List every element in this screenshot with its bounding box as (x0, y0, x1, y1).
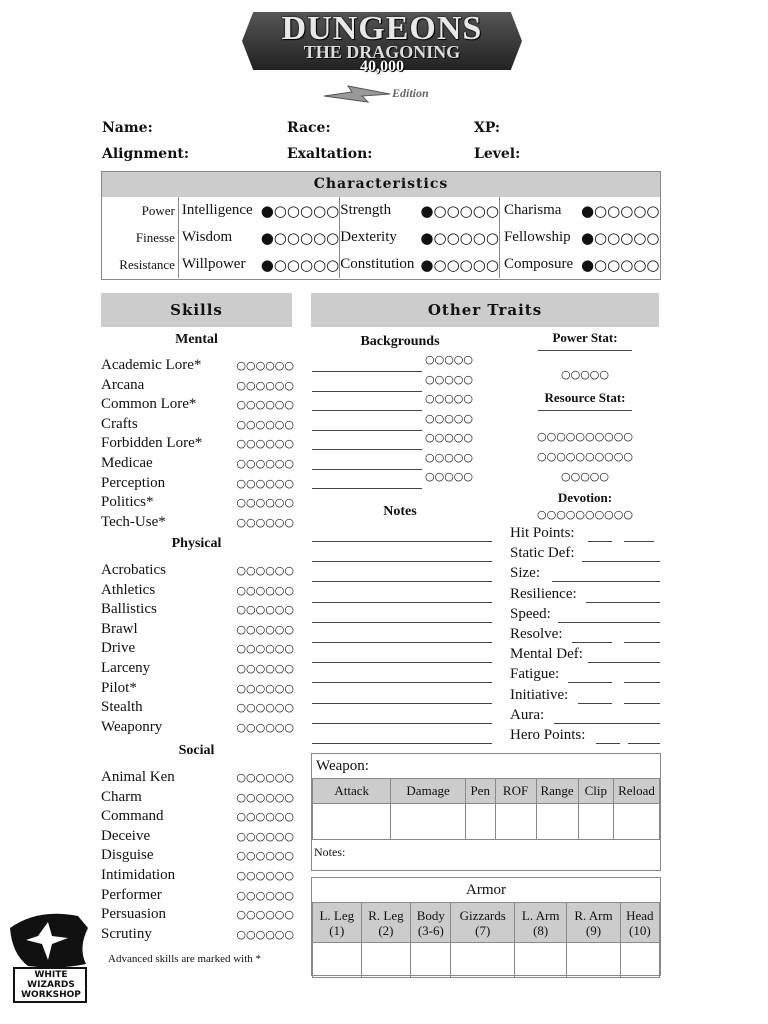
skill-dots[interactable]: ○○○○○○ (236, 908, 294, 922)
skill-dots[interactable]: ○○○○○○ (236, 701, 294, 715)
note-line[interactable] (312, 622, 492, 623)
armor-location: Body (416, 907, 445, 923)
background-row (312, 373, 494, 392)
char-row-label: Power (102, 197, 178, 224)
armor-column-header (313, 903, 362, 943)
armor-table (312, 902, 660, 978)
skill-name: Larceny (101, 660, 151, 676)
armor-cell[interactable] (514, 943, 566, 978)
skill-name: Drive (101, 640, 136, 657)
stat-row (510, 586, 660, 606)
background-row (312, 451, 494, 470)
devotion-label: Devotion: (557, 490, 613, 505)
char-dots[interactable]: ●○○○○○ (420, 251, 499, 278)
stat-label: Fatigue: (510, 666, 560, 683)
skill-dots[interactable]: ○○○○○○ (236, 849, 294, 863)
armor-roll: (1) (329, 922, 345, 938)
note-line[interactable] (312, 541, 492, 542)
weapon-column-header: Pen (465, 779, 495, 804)
skill-row (101, 514, 294, 534)
stat-row (510, 727, 660, 747)
notes-label: Notes (383, 504, 417, 519)
weapon-cell[interactable] (391, 804, 465, 840)
resource-dots-row[interactable]: ○○○○○○○○○○ (537, 430, 633, 443)
skill-row (101, 416, 294, 436)
stat-fill-line[interactable] (596, 743, 620, 744)
skill-name: Crafts (101, 415, 138, 432)
char-dots[interactable]: ●○○○○○ (261, 224, 340, 251)
stat-row (510, 525, 660, 545)
skill-row (101, 601, 294, 621)
skill-row (101, 769, 294, 789)
skill-dots[interactable]: ○○○○○○ (236, 790, 294, 804)
power-stat-line[interactable] (538, 350, 632, 351)
skill-row (101, 847, 294, 867)
armor-cell[interactable] (451, 943, 515, 978)
skill-name: Deceive (101, 827, 151, 844)
weapon-column-header: Attack (313, 779, 391, 804)
note-line[interactable] (312, 642, 492, 643)
stat-fill-line[interactable] (624, 541, 654, 542)
note-line[interactable] (312, 602, 492, 603)
skill-dots[interactable]: ○○○○○○ (236, 359, 294, 372)
resource-stat-label: Resource Stat: (544, 390, 626, 405)
stat-label: Resilience: (510, 585, 577, 602)
devotion-dots[interactable]: ○○○○○○○○○○ (537, 508, 633, 521)
armor-column-header (514, 903, 566, 943)
skill-name: Intimidation (101, 867, 176, 883)
armor-location: R. Arm (574, 907, 613, 923)
skill-row (101, 887, 294, 907)
armor-cell[interactable] (361, 943, 411, 978)
weapon-notes-label: Notes: (314, 845, 346, 859)
stat-row (510, 626, 660, 646)
skill-row (101, 435, 294, 455)
skill-dots[interactable]: ○○○○○○ (236, 829, 294, 843)
skill-row (101, 357, 294, 377)
weapon-column-header: Reload (613, 779, 659, 804)
skill-dots[interactable]: ○○○○○○ (236, 398, 294, 412)
note-line[interactable] (312, 723, 492, 724)
background-dots[interactable]: ○○○○○ (425, 411, 473, 425)
skill-dots[interactable]: ○○○○○○ (236, 642, 294, 656)
exaltation-label: Exaltation: (287, 146, 373, 162)
background-dots[interactable]: ○○○○○ (425, 392, 473, 405)
stat-label: Hit Points: (510, 525, 575, 541)
skill-name: Command (101, 808, 164, 825)
stat-label: Size: (510, 565, 540, 582)
weapon-table (312, 778, 660, 840)
social-label: Social (178, 743, 215, 758)
skill-dots[interactable]: ○○○○○○ (236, 583, 294, 597)
armor-location: L. Arm (521, 907, 560, 923)
power-stat-dots[interactable]: ○○○○○ (561, 368, 609, 381)
stat-fill-line[interactable] (582, 561, 660, 562)
skill-name: Acrobatics (101, 562, 166, 578)
background-row (312, 431, 494, 450)
characteristics-table (102, 197, 660, 278)
armor-column-header (361, 903, 411, 943)
weapon-cell[interactable] (465, 804, 495, 840)
weapon-box (311, 753, 661, 871)
skill-row (101, 828, 294, 848)
char-dots[interactable]: ●○○○○○ (420, 224, 499, 251)
char-name: Charisma (503, 202, 562, 218)
stat-fill-line[interactable] (552, 581, 660, 582)
skill-name: Medicae (101, 455, 153, 471)
armor-column-header (411, 903, 451, 943)
stat-label: Aura: (510, 706, 545, 723)
stat-label: Hero Points: (510, 727, 586, 743)
game-logo (242, 6, 522, 106)
logo-subtitle: THE DRAGONING (303, 42, 461, 62)
skill-row (101, 640, 294, 660)
armor-title: Armor (466, 882, 506, 898)
armor-location: R. Leg (368, 907, 404, 923)
skill-row (101, 808, 294, 828)
stat-fill-line[interactable] (572, 642, 612, 643)
char-dots[interactable]: ●○○○○○ (580, 228, 660, 247)
armor-roll: (3-6) (417, 922, 444, 938)
race-label: Race: (287, 120, 331, 136)
char-row-power (102, 197, 660, 224)
note-line[interactable] (312, 662, 492, 663)
stat-fill-line[interactable] (588, 662, 660, 663)
skill-dots[interactable]: ○○○○○○ (236, 437, 294, 451)
stat-fill-line[interactable] (578, 703, 612, 704)
char-row-resistance (102, 251, 660, 278)
stat-row (510, 606, 660, 626)
skill-dots[interactable]: ○○○○○○ (236, 417, 294, 431)
weapon-cell[interactable] (495, 804, 536, 840)
stat-row (510, 687, 660, 707)
weapon-cell[interactable] (313, 804, 391, 840)
resource-dots-row[interactable]: ○○○○○○○○○○ (537, 450, 633, 463)
stat-row (510, 707, 660, 727)
skill-row (101, 719, 294, 739)
note-line[interactable] (312, 743, 492, 744)
skills-title: Skills (101, 293, 292, 327)
skill-dots[interactable]: ○○○○○○ (236, 662, 294, 675)
char-name: Strength (340, 202, 392, 218)
char-dots[interactable]: ●○○○○○ (261, 251, 340, 278)
background-line[interactable] (312, 488, 422, 489)
char-name: Wisdom (181, 229, 233, 245)
armor-roll: (10) (628, 922, 651, 938)
char-name: Dexterity (340, 229, 397, 245)
armor-roll: (2) (378, 922, 394, 938)
char-row-label: Finesse (102, 224, 178, 251)
weapon-cell[interactable] (613, 804, 659, 840)
note-line[interactable] (312, 703, 492, 704)
skill-dots[interactable]: ○○○○○○ (236, 603, 294, 617)
armor-roll: (7) (475, 922, 491, 938)
skill-name: Tech-Use* (101, 513, 166, 530)
armor-column-header (620, 903, 659, 943)
char-name: Willpower (181, 256, 246, 272)
skill-row (101, 396, 294, 416)
stat-row (510, 545, 660, 565)
stat-fill-line[interactable] (568, 682, 612, 683)
skill-dots[interactable]: ○○○○○○ (236, 564, 294, 577)
background-dots[interactable]: ○○○○○ (425, 372, 473, 386)
publisher-logo-text: WHITE WIZARDS WORKSHOP (21, 970, 81, 1000)
char-dots[interactable]: ●○○○○○ (261, 197, 340, 224)
stat-label: Speed: (510, 605, 551, 622)
logo-edition: Edition (392, 86, 429, 100)
stat-row (510, 646, 660, 666)
skill-name: Stealth (101, 699, 143, 716)
char-dots[interactable]: ●○○○○○ (580, 201, 660, 220)
skill-row (101, 867, 294, 887)
skill-dots[interactable]: ○○○○○○ (236, 927, 294, 941)
stat-label: Static Def: (510, 545, 575, 562)
stat-fill-line[interactable] (624, 682, 660, 683)
skill-name: Weaponry (101, 718, 163, 735)
stat-fill-line[interactable] (624, 703, 660, 704)
publisher-logo (8, 908, 90, 1004)
stat-fill-line[interactable] (588, 541, 612, 542)
background-dots[interactable]: ○○○○○ (425, 450, 473, 464)
note-line[interactable] (312, 561, 492, 562)
char-name: Composure (503, 256, 574, 272)
char-row-label: Resistance (102, 251, 178, 278)
skill-row (101, 582, 294, 602)
skill-row (101, 789, 294, 809)
stat-label: Initiative: (510, 686, 569, 703)
skill-name: Forbidden Lore* (101, 435, 203, 452)
skill-row (101, 475, 294, 495)
resource-stat-line[interactable] (538, 410, 632, 411)
xp-label: XP: (474, 120, 501, 136)
armor-box (311, 877, 661, 976)
stat-row (510, 565, 660, 585)
background-row (312, 470, 494, 489)
skill-dots[interactable]: ○○○○○○ (236, 378, 294, 392)
char-name: Fellowship (503, 229, 571, 245)
background-row (312, 412, 494, 431)
char-name: Intelligence (181, 202, 253, 218)
skill-dots[interactable]: ○○○○○○ (236, 515, 294, 529)
skill-row (101, 377, 294, 397)
skill-dots[interactable]: ○○○○○○ (236, 681, 294, 695)
weapon-column-header: Range (536, 779, 578, 804)
background-row (312, 353, 494, 372)
skill-row (101, 906, 294, 926)
skill-row (101, 660, 294, 680)
skill-name: Ballistics (101, 601, 157, 618)
power-stat-label: Power Stat: (552, 330, 618, 345)
stat-fill-line[interactable] (628, 743, 660, 744)
stat-label: Resolve: (510, 626, 563, 642)
skill-row (101, 926, 294, 946)
stat-fill-line[interactable] (554, 723, 660, 724)
alignment-label: Alignment: (102, 146, 190, 162)
lightning-icon (322, 82, 392, 104)
resource-dots-row[interactable]: ○○○○○ (561, 470, 609, 483)
level-label: Level: (474, 146, 521, 162)
armor-roll: (9) (585, 922, 602, 938)
skill-name: Brawl (101, 620, 138, 637)
armor-roll: (8) (533, 922, 549, 938)
skill-name: Scrutiny (101, 925, 152, 942)
note-line[interactable] (312, 581, 492, 582)
char-row-finesse (102, 224, 660, 251)
char-dots[interactable]: ●○○○○○ (420, 197, 499, 224)
armor-column-header (567, 903, 620, 943)
skill-row (101, 494, 294, 514)
skill-name: Disguise (101, 847, 154, 864)
skill-name: Athletics (101, 581, 156, 598)
skill-name: Arcana (101, 376, 145, 393)
skill-dots[interactable]: ○○○○○○ (236, 810, 294, 824)
weapon-column-header: ROF (495, 779, 536, 804)
char-dots[interactable]: ●○○○○○ (580, 255, 660, 274)
skill-dots[interactable]: ○○○○○○ (236, 720, 294, 734)
skill-row (101, 680, 294, 700)
skill-dots[interactable]: ○○○○○○ (236, 771, 294, 784)
armor-cell[interactable] (411, 943, 451, 978)
stat-row (510, 666, 660, 686)
skill-name: Performer (101, 886, 162, 903)
armor-cell[interactable] (620, 943, 659, 978)
background-row (312, 392, 494, 411)
skill-dots[interactable]: ○○○○○○ (236, 622, 294, 636)
other-traits-title: Other Traits (311, 293, 659, 327)
characteristics-title: Characteristics (102, 172, 660, 197)
skill-name: Politics* (101, 494, 154, 511)
armor-cell[interactable] (567, 943, 620, 978)
skill-name: Perception (101, 474, 166, 491)
skill-row (101, 699, 294, 719)
skill-name: Pilot* (101, 679, 137, 696)
advanced-skills-footnote: Advanced skills are marked with * (108, 953, 262, 965)
characteristics-box (101, 171, 661, 280)
note-line[interactable] (312, 682, 492, 683)
background-dots[interactable]: ○○○○○ (425, 431, 473, 444)
logo-number: 40,000 (360, 58, 404, 75)
armor-location: Head (626, 907, 654, 923)
physical-label: Physical (171, 536, 222, 551)
armor-location: L. Leg (319, 907, 355, 923)
stat-label: Mental Def: (510, 646, 583, 663)
skill-row (101, 621, 294, 641)
skill-dots[interactable]: ○○○○○○ (236, 476, 294, 490)
skill-name: Charm (101, 788, 142, 805)
skill-row (101, 562, 294, 582)
stat-fill-line[interactable] (586, 602, 660, 603)
name-label: Name: (102, 120, 153, 136)
skill-dots[interactable]: ○○○○○○ (236, 457, 294, 470)
skill-row (101, 455, 294, 475)
background-dots[interactable]: ○○○○○ (425, 470, 473, 483)
skill-dots[interactable]: ○○○○○○ (236, 888, 294, 902)
skill-name: Animal Ken (101, 769, 175, 785)
skill-name: Academic Lore* (101, 357, 202, 373)
armor-cell[interactable] (313, 943, 362, 978)
weapon-column-header: Clip (578, 779, 613, 804)
skill-dots[interactable]: ○○○○○○ (236, 869, 294, 882)
weapon-cell[interactable] (536, 804, 578, 840)
stat-fill-line[interactable] (558, 622, 660, 623)
skill-name: Common Lore* (101, 396, 197, 413)
backgrounds-label: Backgrounds (360, 334, 440, 349)
char-name: Constitution (340, 256, 415, 272)
stat-fill-line[interactable] (624, 642, 660, 643)
skill-dots[interactable]: ○○○○○○ (236, 496, 294, 510)
armor-location: Gizzards (459, 907, 506, 923)
logo-title: DUNGEONS (281, 10, 483, 47)
background-dots[interactable]: ○○○○○ (425, 353, 473, 366)
weapon-cell[interactable] (578, 804, 613, 840)
weapon-column-header: Damage (391, 779, 465, 804)
mental-label: Mental (175, 332, 218, 347)
skill-name: Persuasion (101, 906, 166, 923)
armor-column-header (451, 903, 515, 943)
weapon-title: Weapon: (316, 758, 369, 774)
